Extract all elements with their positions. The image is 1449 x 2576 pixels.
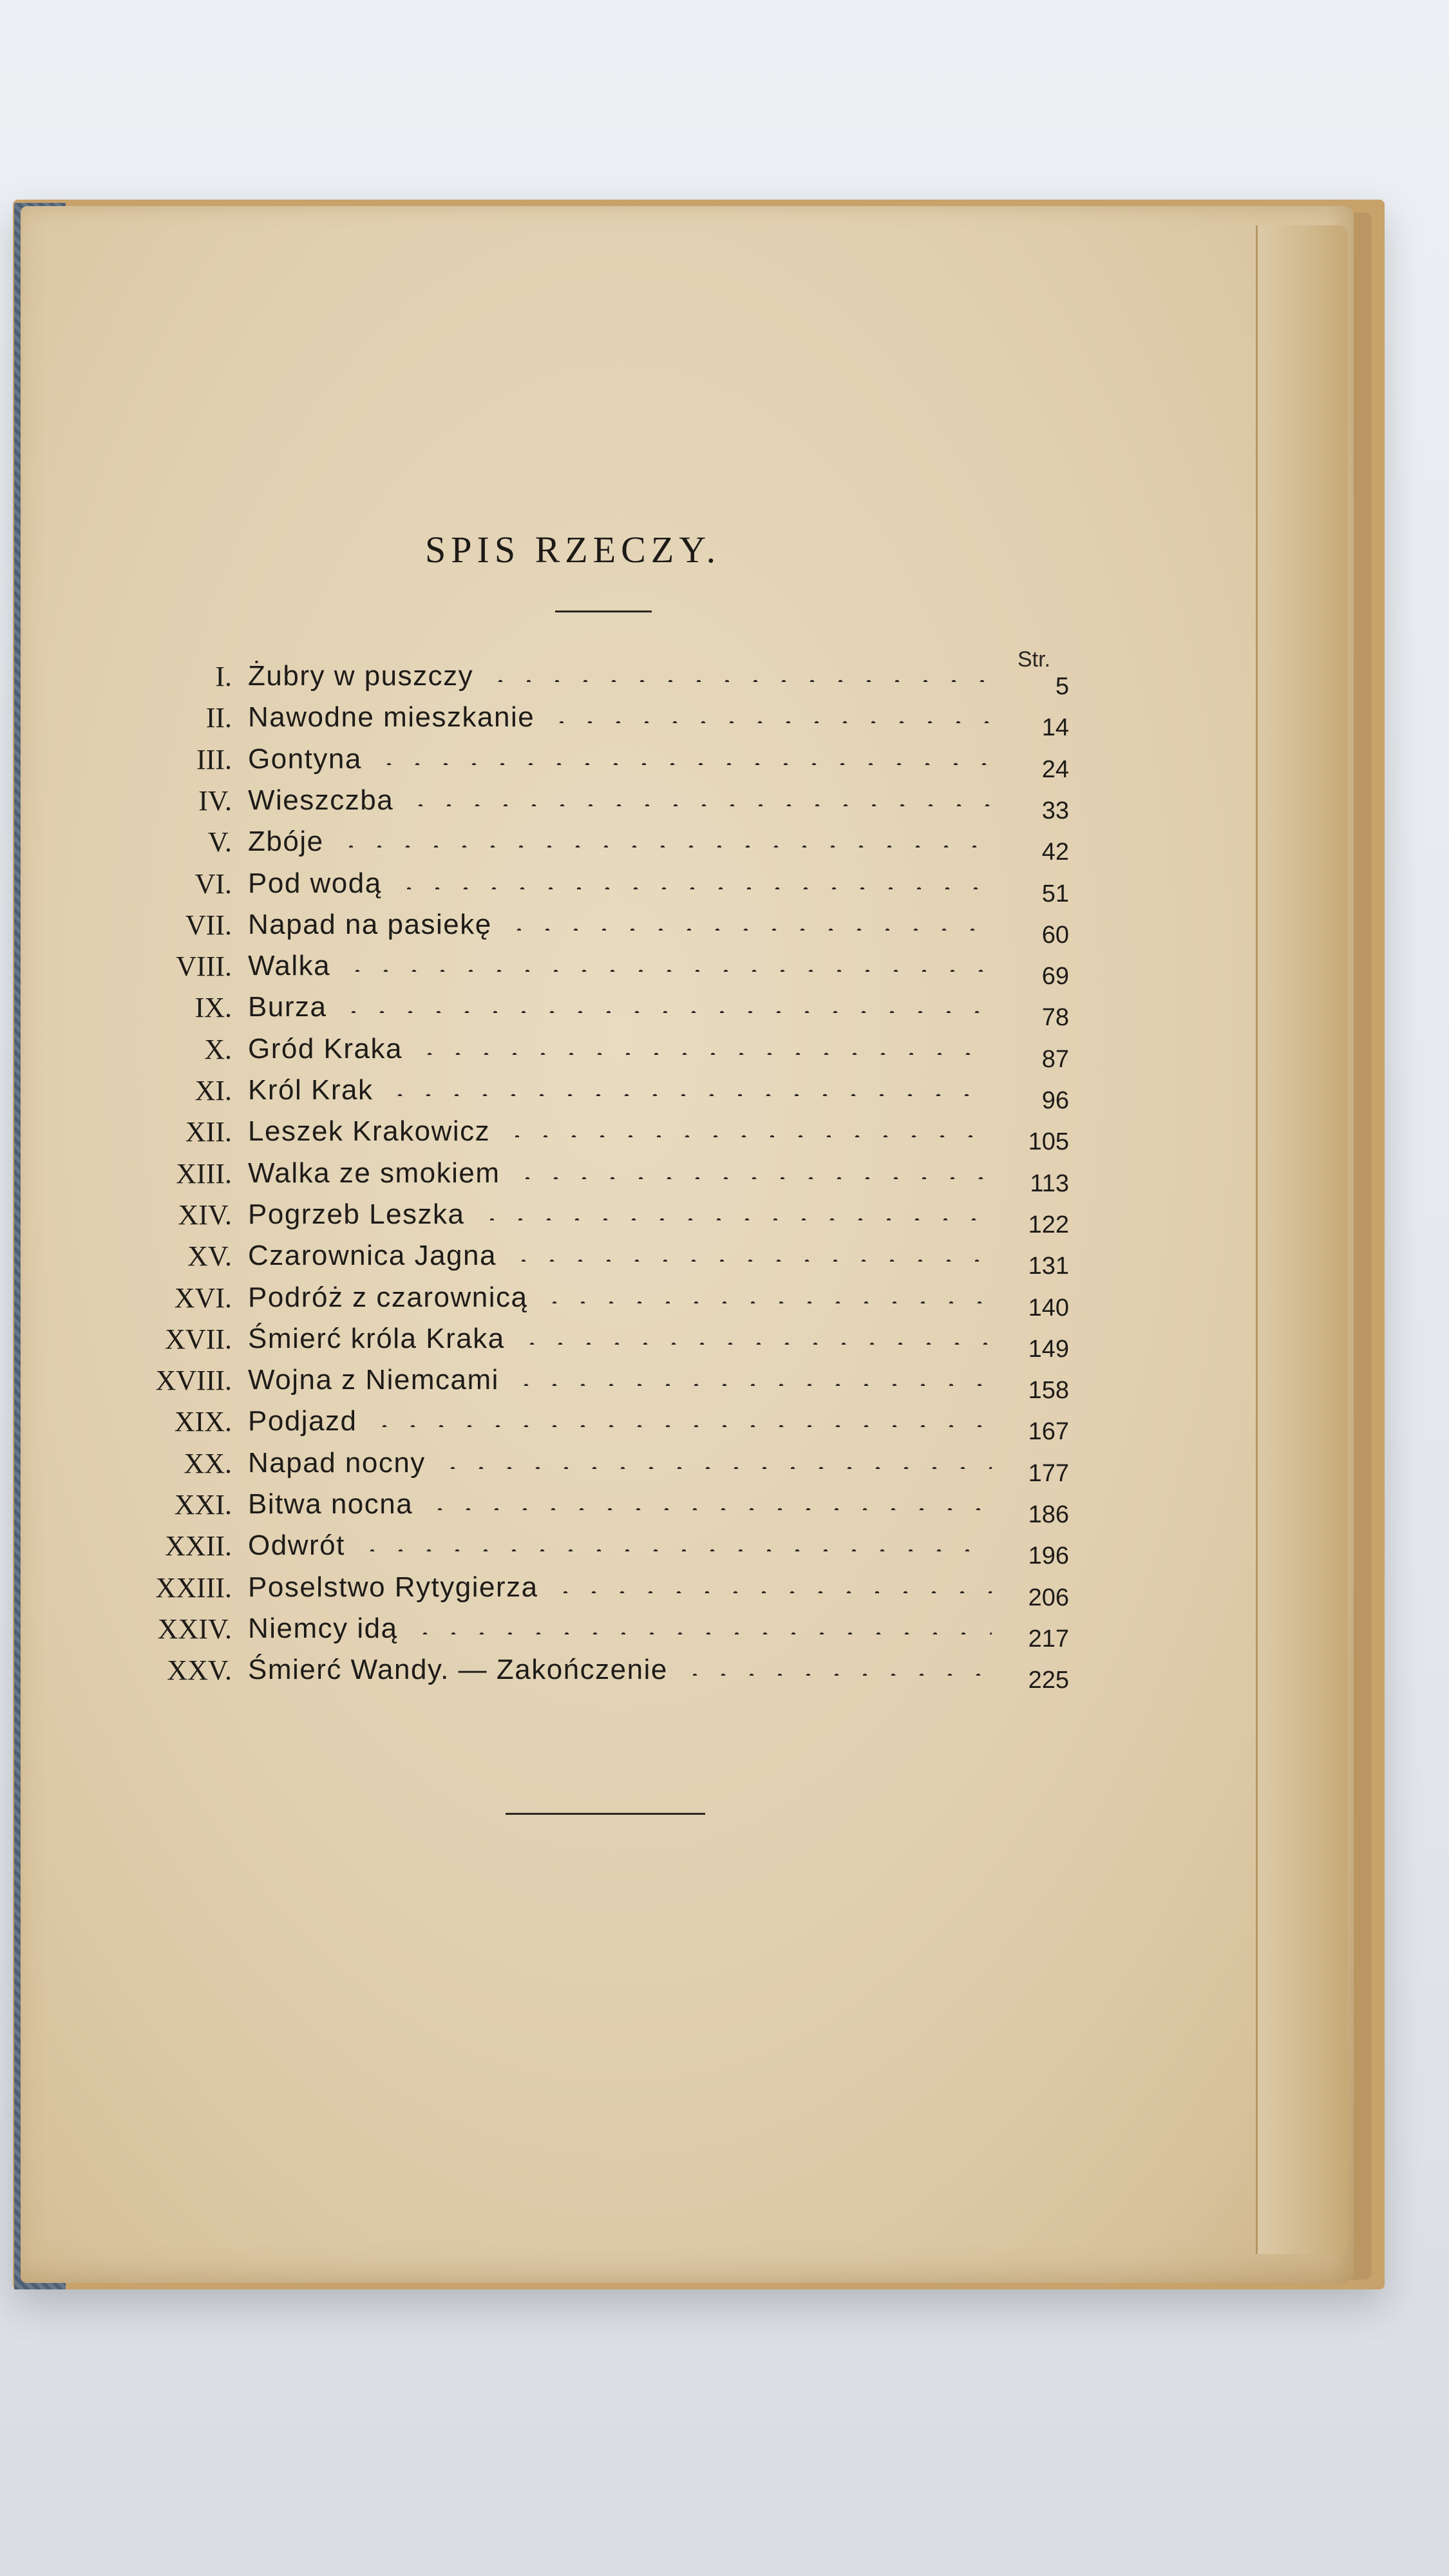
chapter-title: Wojna z Niemcami — [248, 1364, 499, 1396]
chapter-numeral: X. — [204, 1033, 232, 1065]
chapter-title: Nawodne mieszkanie — [248, 701, 535, 734]
dot-leader — [426, 1508, 992, 1510]
chapter-numeral: VI. — [194, 867, 232, 900]
toc-entry — [0, 1405, 1449, 1444]
chapter-title: Śmierć króla Kraka — [248, 1322, 505, 1354]
toc-entry — [0, 867, 1449, 906]
page-number: 24 — [1041, 755, 1069, 783]
chapter-title: Leszek Krakowicz — [248, 1115, 491, 1148]
chapter-numeral: IX. — [194, 992, 232, 1024]
page-number: 105 — [1028, 1128, 1069, 1156]
page-column-header: Str. — [1018, 647, 1051, 672]
toc-entry — [0, 991, 1449, 1030]
page-number: 42 — [1041, 838, 1069, 866]
dot-leader — [395, 887, 992, 889]
chapter-numeral: VIII. — [176, 951, 232, 983]
page-number: 177 — [1028, 1459, 1069, 1487]
chapter-numeral: XV. — [187, 1240, 232, 1273]
dot-leader — [370, 1425, 992, 1427]
toc-entry — [0, 743, 1449, 782]
dot-leader — [343, 969, 992, 972]
dot-leader — [478, 1218, 992, 1220]
chapter-title: Wieszczba — [248, 784, 394, 816]
toc-entry — [0, 660, 1449, 699]
chapter-numeral: XII. — [185, 1116, 232, 1148]
toc-entry — [0, 1282, 1449, 1320]
dot-leader — [512, 1383, 992, 1386]
chapter-title: Gontyna — [248, 743, 362, 775]
toc-entry — [0, 701, 1449, 740]
page-number: 33 — [1041, 797, 1069, 824]
chapter-title: Żubry w puszczy — [248, 660, 474, 692]
dot-leader — [503, 1135, 992, 1137]
toc-entry — [0, 1323, 1449, 1361]
toc-entry — [0, 1530, 1449, 1568]
chapter-numeral: XIX. — [174, 1406, 232, 1438]
chapter-title: Burza — [248, 991, 327, 1023]
chapter-numeral: XVI. — [174, 1282, 232, 1314]
page-number: 78 — [1041, 1004, 1069, 1032]
page-number: 186 — [1028, 1501, 1069, 1528]
dot-leader — [358, 1549, 992, 1551]
page-number: 149 — [1028, 1335, 1069, 1363]
page-number: 60 — [1041, 921, 1069, 949]
chapter-title: Walka ze smokiem — [248, 1157, 500, 1189]
page-number: 167 — [1028, 1418, 1069, 1446]
page-number: 196 — [1028, 1542, 1069, 1570]
chapter-numeral: XXI. — [174, 1489, 232, 1520]
dot-leader — [509, 1259, 992, 1262]
dot-leader — [375, 762, 992, 765]
chapter-numeral: IV. — [198, 784, 232, 817]
toc-entry — [0, 1198, 1449, 1237]
dot-leader — [547, 721, 992, 723]
page-number: 14 — [1041, 714, 1069, 742]
chapter-numeral: XIII. — [176, 1157, 232, 1189]
bottom-divider — [506, 1813, 705, 1815]
chapter-title: Gród Kraka — [248, 1032, 402, 1065]
toc-entry — [0, 1115, 1449, 1154]
toc-entry — [0, 909, 1449, 947]
page-number: 140 — [1028, 1294, 1069, 1321]
chapter-numeral: XXIV. — [157, 1613, 232, 1645]
dot-leader — [439, 1466, 992, 1469]
toc-entry — [0, 1571, 1449, 1610]
page-number: 225 — [1028, 1667, 1069, 1694]
dot-leader — [540, 1301, 992, 1303]
chapter-title: Odwrót — [248, 1530, 345, 1562]
chapter-title: Zbóje — [248, 826, 324, 858]
toc-entry — [0, 950, 1449, 989]
chapter-numeral: II. — [205, 702, 232, 734]
page-number: 158 — [1028, 1377, 1069, 1405]
chapter-numeral: XX. — [184, 1447, 232, 1479]
chapter-title: Napad na pasiekę — [248, 908, 492, 940]
dot-leader — [406, 804, 992, 806]
chapter-title: Niemcy idą — [248, 1612, 398, 1644]
page-number: 206 — [1028, 1584, 1069, 1611]
chapter-numeral: I. — [215, 661, 232, 692]
chapter-title: Bitwa nocna — [248, 1488, 413, 1520]
chapter-title: Napad nocny — [248, 1446, 426, 1479]
toc-entry — [0, 1613, 1449, 1651]
chapter-numeral: VII. — [185, 909, 232, 941]
chapter-numeral: V. — [207, 826, 232, 858]
chapter-numeral: XIV. — [178, 1198, 232, 1231]
toc-entry — [0, 1654, 1449, 1692]
page-number: 5 — [1055, 673, 1069, 700]
page-number: 96 — [1041, 1087, 1069, 1114]
chapter-title: Pod wodą — [248, 867, 382, 899]
chapter-title: Król Krak — [248, 1074, 374, 1106]
page-number: 69 — [1041, 963, 1069, 990]
chapter-numeral: XVIII. — [155, 1365, 232, 1397]
dot-leader — [415, 1052, 992, 1055]
chapter-numeral: XXII. — [165, 1530, 232, 1562]
toc-entry — [0, 1074, 1449, 1113]
dot-leader — [681, 1673, 992, 1676]
chapter-title: Śmierć Wandy. — Zakończenie — [248, 1654, 668, 1686]
toc-entry — [0, 1157, 1449, 1196]
chapter-title: Czarownica Jagna — [248, 1240, 497, 1272]
toc-entry — [0, 784, 1449, 823]
chapter-title: Walka — [248, 950, 331, 982]
chapter-numeral: XXIII. — [155, 1571, 232, 1604]
page-title: SPIS RZECZY. — [425, 529, 721, 571]
page-number: 87 — [1041, 1045, 1069, 1073]
page-number: 51 — [1041, 880, 1069, 907]
chapter-numeral: XXV. — [167, 1654, 232, 1687]
dot-leader — [551, 1591, 992, 1593]
chapter-title: Pogrzeb Leszka — [248, 1198, 465, 1230]
page-number: 122 — [1028, 1211, 1069, 1238]
chapter-title: Podjazd — [248, 1405, 357, 1437]
chapter-title: Podróż z czarownicą — [248, 1281, 528, 1313]
page-number: 131 — [1028, 1253, 1069, 1280]
dot-leader — [486, 679, 992, 682]
toc-entry — [0, 1488, 1449, 1527]
chapter-numeral: XI. — [194, 1075, 232, 1106]
chapter-numeral: XVII. — [165, 1323, 232, 1355]
dot-leader — [386, 1094, 992, 1096]
dot-leader — [513, 1177, 992, 1179]
toc-entry — [0, 1240, 1449, 1278]
dot-leader — [337, 845, 992, 848]
dot-leader — [518, 1342, 992, 1345]
dot-leader — [411, 1632, 992, 1634]
chapter-title: Poselstwo Rytygierza — [248, 1571, 538, 1603]
chapter-numeral: III. — [196, 743, 232, 775]
toc-entry — [0, 1364, 1449, 1403]
dot-leader — [339, 1010, 992, 1013]
dot-leader — [505, 928, 992, 931]
page-number: 113 — [1030, 1170, 1069, 1197]
page-number: 217 — [1028, 1625, 1069, 1653]
toc-entry — [0, 1447, 1449, 1486]
toc-entry — [0, 1033, 1449, 1072]
toc-entry — [0, 826, 1449, 864]
